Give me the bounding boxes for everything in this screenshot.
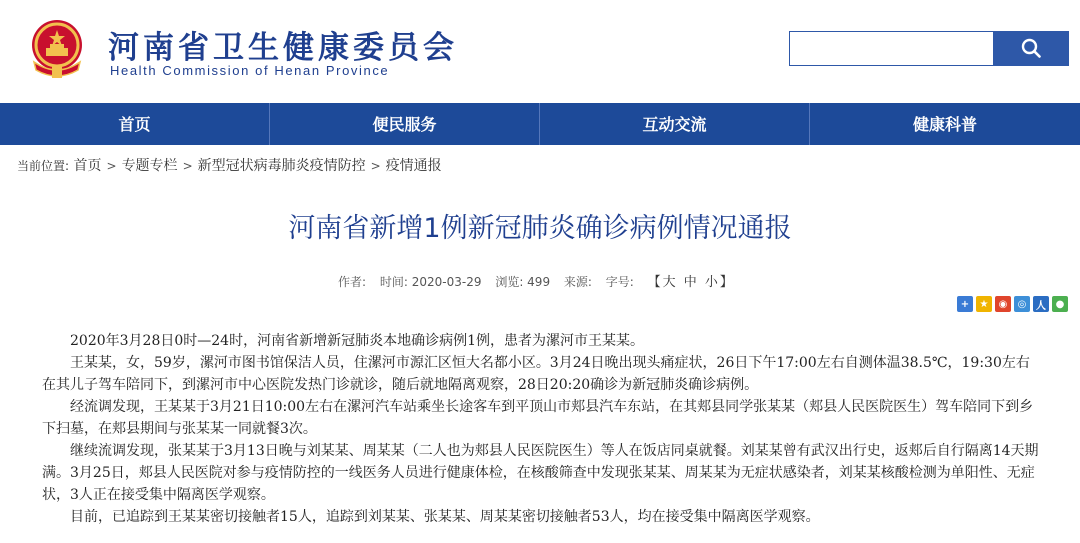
article-paragraph: 2020年3月28日0时—24时，河南省新增新冠肺炎本地确诊病例1例，患者为漯河市王某某。 (70, 333, 644, 349)
article-paragraph: 继续流调发现，张某某于3月13日晚与刘某某、周某某（二人也为郏县人民医院医生）等人在饭店同桌就餐。刘某某曾有武汉出行史，返郏后自行隔离14天期满。3月25日，郏县人民医院对参与疫情防控的一线医务人员进行健康体检，在核酸筛查中发现张某某、周某某为无症状感染者，刘某某核酸检测为单阳性、无症状，3人正在接受集中隔离医学观察。 (42, 443, 1039, 503)
weibo-icon[interactable]: ◉ (995, 296, 1011, 312)
nav-item-home[interactable]: 首页 (0, 103, 270, 145)
search-box (789, 31, 1069, 66)
main-nav (0, 103, 1080, 145)
nav-item-services[interactable]: 便民服务 (270, 103, 540, 145)
site-subtitle: Health Commission of Henan Province (110, 63, 390, 78)
site-title: 河南省卫生健康委员会 (108, 30, 458, 66)
renren-icon[interactable]: 人 (1033, 296, 1049, 312)
breadcrumb (17, 155, 442, 175)
article-body (42, 330, 1042, 528)
article-paragraph: 经流调发现，王某某于3月21日10:00左右在漯河汽车站乘坐长途客车到平顶山市郏县汽车东站，在其郏县同学张某某（郏县人民医院医生）驾车陪同下到乡下扫墓，在郏县期间与张某某一同就餐3次。 (42, 399, 1034, 437)
breadcrumb-item-special[interactable]: 专题专栏 (121, 158, 178, 174)
share-bar (957, 296, 1068, 312)
breadcrumb-item-covid[interactable]: 新型冠状病毒肺炎疫情防控 (197, 158, 366, 174)
tencent-weibo-icon[interactable]: ◎ (1014, 296, 1030, 312)
meta-source: 来源: (563, 275, 592, 289)
meta-author: 作者: (338, 275, 367, 289)
plus-share-icon[interactable]: + (957, 296, 973, 312)
meta-time: 时间: 2020-03-29 (379, 275, 482, 289)
nav-item-health-science[interactable]: 健康科普 (912, 115, 977, 134)
search-input[interactable] (789, 31, 993, 66)
breadcrumb-label: 当前位置: (17, 159, 70, 173)
article-paragraph: 目前，已追踪到王某某密切接触者15人，追踪到刘某某、张某某、周某某密切接触者53人，均在接受集中隔离医学观察。 (70, 509, 820, 525)
wechat-icon[interactable]: ● (1052, 296, 1068, 312)
breadcrumb-separator: > (370, 159, 381, 173)
font-size-switcher[interactable]: 【大 中 小】 (647, 275, 735, 290)
search-button[interactable] (993, 31, 1069, 66)
site-header (0, 0, 1080, 103)
article-paragraph: 王某某，女，59岁，漯河市图书馆保洁人员，住漯河市源汇区恒大名都小区。3月24日晚出现头痛症状，26日下午17:00左右自测体温38.5℃，19:30左右在其儿子驾车陪同下，到漯河市中心医院发热门诊就诊，随后就地隔离观察，28日20:20确诊为新冠肺炎确诊病例。 (42, 355, 1030, 393)
article-meta (338, 271, 745, 290)
meta-views: 浏览: 499 (495, 275, 551, 289)
search-icon (1021, 38, 1041, 58)
national-emblem-icon (28, 18, 86, 80)
meta-font-size-label: 字号: (605, 275, 634, 289)
breadcrumb-separator: > (182, 159, 193, 173)
breadcrumb-separator: > (106, 159, 117, 173)
breadcrumb-item-home[interactable]: 首页 (73, 158, 102, 174)
article-title: 河南省新增1例新冠肺炎确诊病例情况通报 (288, 213, 792, 244)
breadcrumb-item-bulletin[interactable]: 疫情通报 (385, 158, 442, 174)
qzone-icon[interactable]: ★ (976, 296, 992, 312)
nav-item-interaction[interactable]: 互动交流 (540, 103, 810, 145)
